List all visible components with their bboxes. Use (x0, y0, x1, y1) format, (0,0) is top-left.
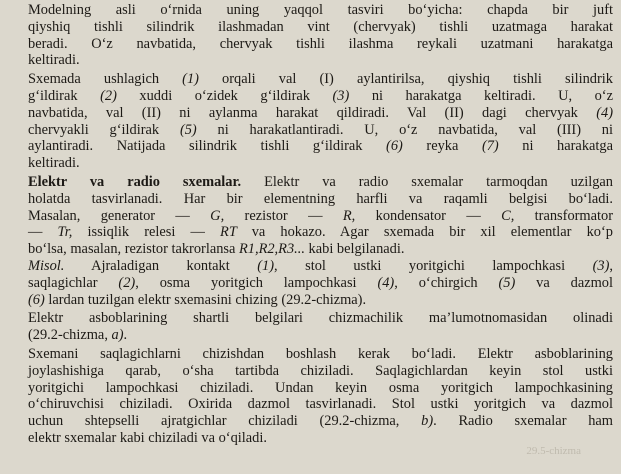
text-line: Elektr asboblarining shartli belgilari chizmachilik ma’lumotnomasidan olinadi (28, 310, 613, 327)
paragraph-scheme-operation (6, 71, 613, 172)
paragraph-symbols (6, 310, 613, 344)
text-line: beradi. O‘z navbatida, chervyak tishli ilashma reykali uzatmani harakatga (28, 35, 613, 52)
text-line (6, 174, 613, 191)
text-line: uchun shtepselli ajratgichlar chiziladi (29.2-chizma, b). Radio sxemalar ham (28, 413, 613, 430)
text-line: — Tr, issiqlik relesi — RT va hokazo. Agar sxemada bir xil elementlar ko‘p (28, 224, 613, 241)
paragraph-drawing-steps (6, 346, 613, 447)
text-line: bo‘lsa, masalan, rezistor takrorlansa R1,R2,R3... kabi belgilanadi. (28, 241, 405, 258)
text-line: yoritgichi lampochkasi chiziladi. Undan keyin osma yoritgich lampochkasining (28, 379, 613, 396)
text-line: (6) lardan tuzilgan elektr sxemasini chizing (29.2-chizma). (28, 291, 367, 308)
text-line: keltiradi. (28, 52, 80, 69)
text-line: Modelning asli o‘rnida uning yaqqol tasviri bo‘yicha: chapda bir juft (28, 2, 613, 18)
text-line: elektr sxemalar kabi chiziladi va o‘qiladi. (28, 429, 267, 446)
text-line: keltiradi. (28, 155, 80, 172)
paragraph-example (6, 258, 613, 308)
text-line: joylashishiga qarab, o‘sha tartibda chiziladi. Saqlagichlardan keyin stol ustki (28, 362, 613, 379)
text-line: g‘ildirak (2) xuddi o‘zidek g‘ildirak (3) ni harakatga keltiradi. U, o‘z (28, 87, 613, 104)
text-line: o‘chiruvchisi chiziladi. Oxirida dazmol tasvirlanadi. Stol ustki yoritgich va dazmol (28, 396, 613, 413)
text-line: (29.2-chizma, a). (28, 327, 128, 344)
text-line: Sxemani saqlagichlarni chizishdan boshlash kerak bo‘ladi. Elektr asboblarining (28, 345, 613, 362)
text-line: navbatida, val (II) ni aylanma harakat qildiradi. Val (II) dagi chervyak (4) (28, 104, 613, 121)
paragraph-electric-schemes (6, 174, 613, 258)
text-run: Elektr va radio sxemalar tarmoqdan uzilgan (241, 173, 613, 190)
text-line: Sxemada ushlagich (1) orqali val (I) aylantirilsa, qiyshiq tishli silindrik (28, 71, 613, 88)
text-line: aylantiradi. Natijada silindrik tishli g‘ildirak (6) reyka (7) ni harakatga (28, 138, 613, 155)
section-heading: Elektr va radio sxemalar. (28, 173, 242, 190)
text-line: chervyakli g‘ildirak (5) ni harakatlantiradi. U, o‘z navbatida, val (III) ni (28, 121, 613, 138)
text-line: qiyshiq tishli silindrik ilashmadan vint (chervyak) tishli uzatmaga harakat (28, 18, 613, 35)
text-line: holatda tasvirlanadi. Har bir elementning harfli va raqamli belgisi bo‘ladi. (28, 190, 613, 207)
bleed-through-text: 29.5-chizma (526, 445, 581, 458)
text-line: saqlagichlar (2), osma yoritgich lampochkasi (4), o‘chirgich (5) va dazmol (28, 274, 613, 291)
text-line: Misol. Ajraladigan kontakt (1), stol ustki yoritgichi lampochkasi (3), (28, 257, 613, 274)
text-line: Masalan, generator — G, rezistor — R, kondensator — C, transformator (28, 207, 613, 224)
paragraph-model-description (6, 2, 613, 69)
